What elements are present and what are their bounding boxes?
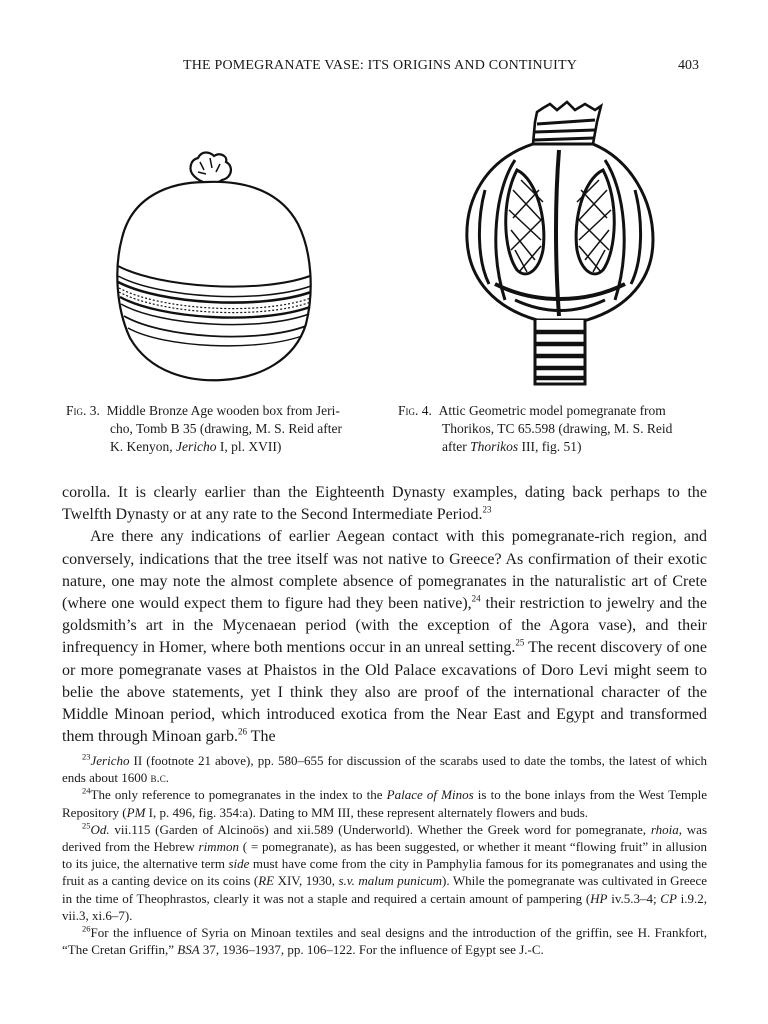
p2-text-b: their restriction to jewelry and the goldsmith’s art in the Mycenaean period (with the exception of the Agora vase), and their infrequency in Homer, where both mentions occur in an unreal setting.: [62, 595, 707, 657]
footnote-25-rimmon: rimmon: [198, 839, 239, 855]
paragraph-2: [62, 526, 707, 748]
footnote-25-side: side: [228, 856, 250, 872]
main-text: [62, 482, 707, 748]
fig4-caption-italic: Thorikos: [470, 439, 519, 454]
p2-text-a: Are there any indications of earlier Aegean contact with this pomegranate-rich region, and conversely, indications that the tree itself was not native to Greece? As confirmation of their exotic nature, one may note the almost complete absence of pomegranates in the naturalistic art of Crete (where one would expect them to figure had they been native),: [62, 528, 707, 613]
footnote-25-cp: CP: [660, 890, 677, 906]
paragraph-1: [62, 482, 707, 526]
footnote-25-od: Od.: [90, 821, 110, 837]
footnote-24-text-a: The only reference to pomegranates in the index to the: [90, 787, 387, 803]
footnote-26-text-a: For the influence of Syria on Minoan textiles and seal designs and the introduction of the griffin, see H. Frankfort, “The Cretan Griffin,”: [62, 925, 707, 958]
footnote-23-italic: Jericho: [90, 753, 130, 768]
fig4-caption-line3a: after: [442, 439, 471, 454]
footnote-24: [62, 786, 707, 820]
fig3-caption-line1: Middle Bronze Age wooden box from Jeri-: [106, 403, 340, 418]
fig4-caption-line3b: III, fig. 51): [518, 439, 582, 454]
footnote-25-text-d: must have come from the city in Pamphylia famous for its pomegranates and using the fruit as a canting device on its coins (: [62, 856, 707, 889]
fig4-caption-line2: Thorikos, TC 65.598 (drawing, M. S. Reid: [442, 421, 673, 436]
note-ref-25[interactable]: 25: [515, 638, 525, 649]
footnote-26-text-b: 37, 1936–1937, pp. 106–122. For the influence of Egypt see J.-C.: [199, 942, 544, 958]
footnote-24-number: 24: [82, 786, 91, 797]
footnote-25: [62, 821, 707, 924]
fig4-pomegranate-drawing: [455, 100, 665, 390]
footnote-25-text-g: iv.5.3–4;: [607, 890, 661, 906]
footnotes: [62, 752, 707, 958]
fig3-caption-line3b: I, pl. XVII): [216, 439, 282, 454]
p1-text: corolla. It is clearly earlier than the Eighteenth Dynasty examples, dating back perhaps to the Twelfth Dynasty or at any rate to the Second Intermediate Period.: [62, 484, 707, 524]
p2-text-d: The: [246, 728, 276, 746]
footnote-24-italic-1: Palace of Minos: [386, 787, 474, 803]
fig4-caption: [398, 402, 708, 456]
fig3-wooden-box-drawing: [110, 148, 315, 388]
footnote-25-text-b: , was derived from the Hebrew: [62, 821, 708, 855]
fig3-caption: [66, 402, 378, 456]
footnote-25-text-a: vii.115 (Garden of Alcinoös) and xii.589 (Underworld). Whether the Greek word for pomegranate,: [109, 821, 651, 837]
footnote-25-sv: s.v. malum punicum: [338, 873, 443, 889]
p2-text-c: The recent discovery of one or more pomegranate vases at Phaistos in the Old Palace excavations of Doro Levi might seem to belie the above statements, yet I think they also are proof of the international character of the Middle Minoan period, which introduced exotica from the Near East and Egypt and transformed them through Minoan garb.: [62, 639, 708, 746]
note-ref-23[interactable]: 23: [482, 504, 492, 515]
footnote-23-text: II (footnote 21 above), pp. 580–655 for discussion of the scarabs used to date the tombs, the latest of which ends about 1600: [62, 753, 707, 786]
fig3-label: Fig. 3.: [66, 403, 100, 418]
footnote-25-number: 25: [82, 820, 91, 831]
footnote-23-number: 23: [82, 751, 91, 762]
footnote-23: [62, 752, 707, 786]
footnote-25-text-h: i.9.2, vii.3, xi.6–7).: [62, 890, 707, 923]
footnote-25-text-c: ( = pomegranate), as has been suggested, or whether it meant “flowing fruit” in allusion to its juice, the alternative term: [62, 839, 707, 872]
footnote-24-text-c: I, p. 496, fig. 354:a). Dating to MM III, these represent alternately flowers and buds.: [145, 804, 589, 820]
footnote-26-bsa: BSA: [177, 942, 200, 958]
page-number: 403: [678, 58, 699, 73]
footnote-25-text-f: ). While the pomegranate was cultivated in Greece in the time of Theophrastos, clearly it was not a staple and required a certain amount of pampering (: [62, 873, 707, 906]
footnote-26-number: 26: [82, 923, 91, 934]
footnote-25-text-e: XIV, 1930,: [274, 873, 339, 889]
note-ref-24[interactable]: 24: [471, 593, 481, 604]
footnote-26: [62, 924, 707, 958]
footnote-25-rhoia: rhoia: [650, 821, 679, 837]
footnote-24-italic-2: PM: [126, 804, 146, 820]
footnote-23-bc: b.c.: [150, 770, 169, 786]
footnote-25-re: RE: [258, 873, 275, 889]
note-ref-26[interactable]: 26: [237, 726, 247, 737]
running-head: THE POMEGRANATE VASE: ITS ORIGINS AND CONTINUITY: [182, 58, 578, 73]
fig3-caption-line2: cho, Tomb B 35 (drawing, M. S. Reid after: [110, 421, 343, 436]
fig3-caption-line3a: K. Kenyon,: [110, 439, 176, 454]
fig4-label: Fig. 4.: [398, 403, 432, 418]
fig4-caption-line1: Attic Geometric model pomegranate from: [438, 403, 666, 418]
footnote-24-text-b: is to the bone inlays from the West Temple Repository (: [62, 787, 707, 820]
footnote-25-hp: HP: [590, 890, 608, 906]
fig3-caption-italic: Jericho: [176, 439, 217, 454]
